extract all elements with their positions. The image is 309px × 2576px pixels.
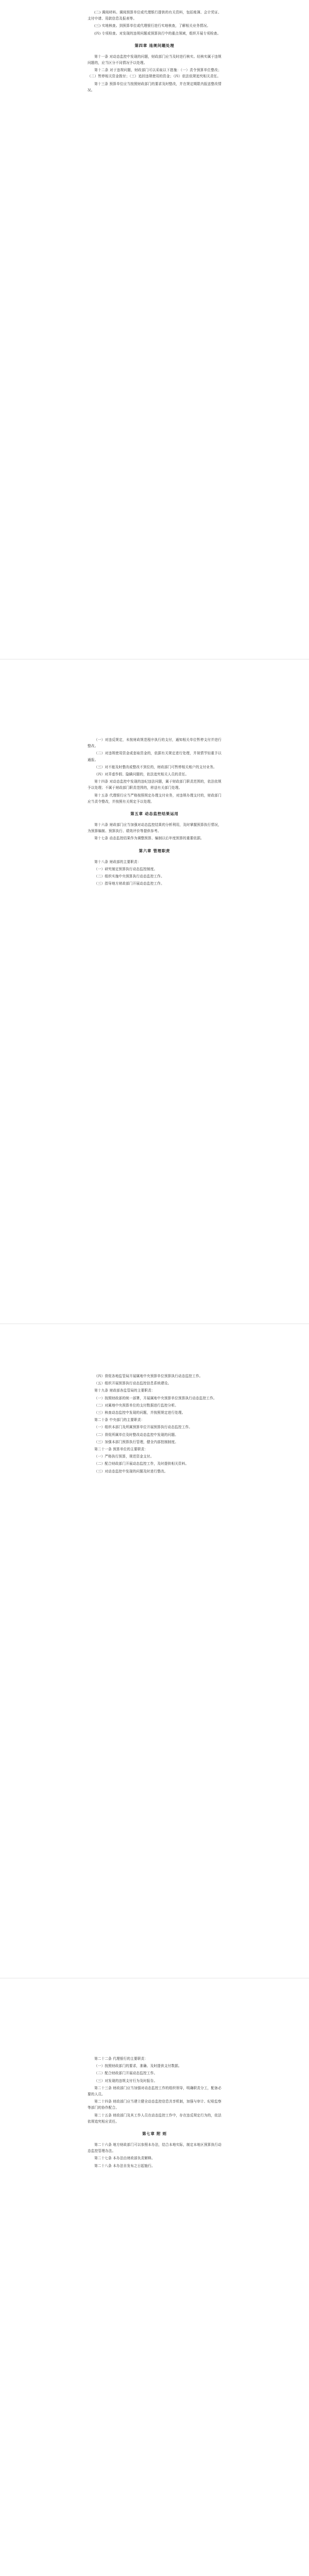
paragraph: 第十六条 财政部门应当加强对动态监控结果的分析利用，及时掌握预算执行情况，为预算编制、预算执行、绩效评价等提供参考。 — [88, 823, 221, 834]
paragraph: (二) 调阅材料。调阅预算单位或代理银行提供的有关资料，包括账簿、会计凭证、支付申请、用款信息及报表等。 — [88, 10, 221, 21]
paragraph: （一）按照财政部的统一部署，开展属地中央预算单位预算执行动态监控工作。 — [94, 1396, 217, 1400]
paragraph: 第二十七条 本办法由财政部负责解释。 — [94, 2156, 155, 2161]
paragraph: （一）按照财政部门的要求，准确、及时提供支付数据。 — [94, 2064, 182, 2069]
paragraph: 第二十四条 财政部门应当建立健全动态监控信息共享机制，加强与审计、纪检监察等部门的协作配合。 — [88, 2099, 221, 2110]
paragraph: （二）配合财政部门开展动态监控工作，及时提供相关资料。 — [94, 1462, 189, 1466]
chapter-heading: 第六章 管理职责 — [139, 848, 170, 853]
chapter-heading: 第七章 附 则 — [142, 2131, 167, 2137]
paragraph: （二）组织实施中央预算执行动态监控工作。 — [94, 874, 164, 879]
paragraph: 第十四条 对动态监控中发现的违纪违法问题，属于财政部门职责范围的，依法依规予以处理；不属于财政部门职责范围的，移送有关部门处理。 — [88, 779, 221, 790]
document-page-3 — [0, 1324, 309, 1978]
paragraph: （三）对动态监控中发现的问题及时进行整改。 — [94, 1469, 168, 1473]
paragraph: （三）加强本部门预算执行管理，健全内部控制制度。 — [94, 1439, 179, 1444]
paragraph: 第十九条 财政部各监管局的主要职责： — [94, 1388, 155, 1393]
paragraph: 第二十二条 代理银行的主要职责： — [94, 2057, 148, 2061]
paragraph: （三）对不能及时整改或整改不到位的，财政部门可暂停相关账户的支付业务。 — [94, 765, 217, 769]
chapter-heading: 第五章 动态监控结果运用 — [130, 811, 179, 817]
paragraph: （一）严格执行预算，规范资金支付。 — [94, 1454, 154, 1459]
paragraph: 第二十五条 财政部门及其工作人员在动态监控工作中，存在违反规定行为的，依法依规追究相应责任。 — [88, 2113, 221, 2124]
paragraph: 第十八条 财政部的主要职责： — [94, 859, 141, 864]
paragraph: 第十七条 动态监控结果作为调整预算、编制以后年度预算的重要依据。 — [94, 836, 204, 841]
paragraph: （一）对违反规定，未按财政规范程序执行的支付，通知相关单位暂停支付并进行整改。 — [88, 738, 221, 749]
paragraph: （二）配合财政部门开展动态监控工作。 — [94, 2071, 158, 2076]
paragraph: 第二十八条 本办法自发布之日起施行。 — [94, 2163, 155, 2168]
paragraph: (三) 实地核查。到预算单位或代理银行进行实地核查，了解相关业务情况。 — [94, 24, 211, 28]
paragraph: （二）对违规使用资金或套取资金的，依据有关规定进行处理，并视情节轻重予以通报。 — [88, 751, 221, 762]
paragraph: 第二十六条 地方财政部门可以参照本办法，结合本地实际，制定本地区预算执行动态监控管理办法。 — [88, 2143, 221, 2154]
paragraph: （一）研究制定预算执行动态监控制度。 — [94, 867, 158, 871]
paragraph: 第十三条 预算单位应当按照财政部门的要求及时整改，并在规定期限内报送整改情况。 — [88, 81, 221, 92]
paragraph: （一）组织本部门及所属预算单位开展预算执行动态监控工作。 — [94, 1425, 193, 1430]
document-page-4 — [0, 1978, 309, 2576]
paragraph: (四) 专项检查。对发现的违规问题或预算执行中的重点领域，组织开展专项检查。 — [94, 31, 221, 36]
paragraph: （四）督促各地监管局开展属地中央预算单位预算执行动态监控工作。 — [94, 1374, 203, 1378]
paragraph: （二）对属地中央预算单位的支付数据进行监控分析。 — [94, 1403, 179, 1408]
document-page-1 — [0, 0, 309, 659]
paragraph: 第二十一条 预算单位的主要职责： — [94, 1447, 148, 1452]
document-page-2 — [0, 659, 309, 1324]
paragraph: （三）核查动态监控中发现的问题，并按照规定进行处理。 — [94, 1411, 185, 1415]
paragraph: （二）督促所属单位及时整改动态监控中发现的问题。 — [94, 1432, 179, 1437]
chapter-heading: 第四章 违规问题处理 — [134, 43, 175, 48]
page-1-paragraphs — [88, 9, 221, 37]
paragraph: （五）组织开展预算执行动态监控信息系统建设。 — [94, 1381, 171, 1386]
paragraph: （四）对弄虚作假、隐瞒问题的，依法追究相关人员的责任。 — [94, 772, 189, 777]
paragraph: 第二十条 中央部门的主要职责： — [94, 1418, 145, 1422]
paragraph: （三）对发现的违规支付行为及时报告。 — [94, 2078, 158, 2083]
paragraph: 第二十三条 财政部门应当加强对动态监控工作的组织领导，明确职责分工，配备必要的人员。 — [88, 2086, 221, 2097]
paragraph: 第十二条 对于违规问题，财政部门可以采取以下措施：（一）责令预算单位整改；（二）暂停相关资金拨付；（三）追回违规使用的资金；（四）依法依规追究相关责任。 — [88, 68, 221, 79]
paragraph: （三）指导地方财政部门开展动态监控工作。 — [94, 882, 164, 886]
paragraph: 第十五条 代理银行应当严格按照规定办理支付业务，对违规办理支付的，财政部门应当责令整改，并按照有关规定予以处理。 — [88, 793, 221, 804]
paragraph: 第十一条 对动态监控中发现的问题，财政部门应当及时进行核实。经核实属于违规问题的，应当区分不同情况予以处理。 — [88, 54, 221, 65]
